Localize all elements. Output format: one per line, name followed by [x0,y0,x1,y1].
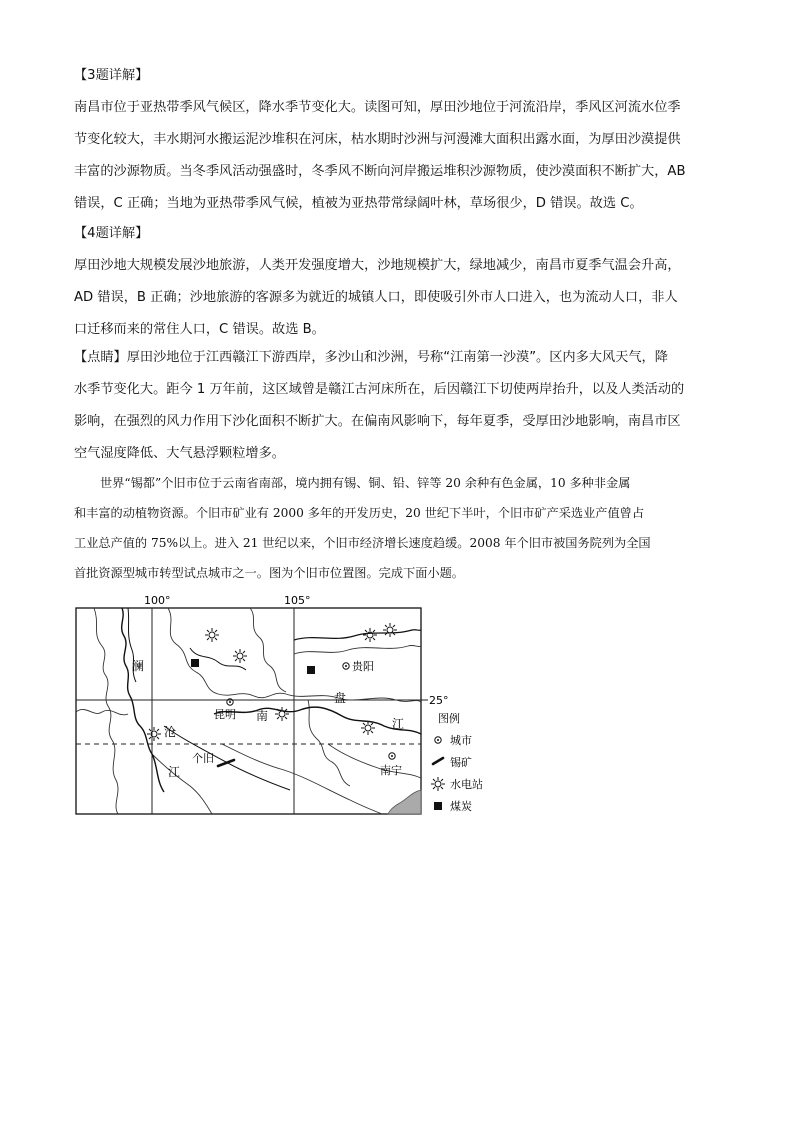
section4-line: AD 错误，B 正确；沙地旅游的客源多为就近的城镇人口，即使吸引外市人口进入，也为流动人口，非人 [74,290,678,305]
map-frame [76,608,421,814]
kunming-label: 昆明 [214,708,236,721]
guiyang-label: 贵阳 [352,660,374,673]
nanpan-label-3: 江 [392,717,405,731]
section4-line: 厚田沙地大规模发展沙地旅游，人类开发强度增大，沙地规模扩大，绿地减少，南昌市夏季气温会升高， [74,258,681,273]
lancang-label-1: 澜 [132,659,145,673]
coal-symbol [191,659,199,667]
legend-hydro-icon [431,777,445,791]
section3 [74,60,722,220]
section4 [74,218,722,346]
lon-105-label: 105° [284,594,311,607]
lat-25-label: 25° [429,694,449,707]
dianjing-line: 【点睛】厚田沙地位于江西赣江下游西岸，多沙山和沙洲，号称“江南第一沙漠”。区内多大风天气，降 [74,350,668,365]
lon-100-label: 100° [144,594,171,607]
map-legend [431,711,483,813]
section4-line: 口迁移而来的常住人口，C 错误。故选 B。 [74,322,325,337]
lancang-label-2: 沧 [164,725,177,739]
section3-line: 丰富的沙源物质。当冬季风活动强盛时，冬季风不断向河岸搬运堆积沙源物质，使沙漠面积不断扩大，AB [74,164,686,179]
legend-title: 图例 [438,712,460,725]
intro-line: 首批资源型城市转型试点城市之一。图为个旧市位置图。完成下面小题。 [74,566,464,580]
nanpan-label-1: 南 [256,709,269,723]
nanning-label: 南宁 [380,764,402,777]
legend-tin-symbol [433,758,443,764]
question-intro [74,468,722,588]
section3-line: 节变化较大，丰水期河水搬运泥沙堆积在河床，枯水期时沙洲与河漫滩大面积出露水面，为厚田沙漠提供 [74,132,681,147]
intro-line: 世界“锡都”个旧市位于云南省南部，境内拥有锡、铜、铅、锌等 20 余种有色金属，10 多种非金属 [100,476,631,490]
intro-line: 和丰富的动植物资源。个旧市矿业有 2000 多年的开发历史，20 世纪下半叶，个旧市矿产采选业产值曾占 [74,506,645,520]
gejiu-location-map [72,594,502,822]
section3-line: 错误，C 正确；当地为亚热带季风气候，植被为亚热带常绿阔叶林，草场很少，D 错误。故选 C。 [74,196,643,211]
nanpan-label-2: 盘 [334,691,347,705]
section3-heading: 【3题详解】 [74,68,149,83]
dianjing-line: 水季节变化大。距今 1 万年前，这区域曾是赣江古河床所在，后因赣江下切使两岸抬升，以及人类活动的 [74,382,685,397]
dianjing-line: 空气湿度降低、大气悬浮颗粒增多。 [74,446,285,461]
legend-hydro-label: 水电站 [450,778,483,791]
intro-line: 工业总产值的 75%以上。进入 21 世纪以来，个旧市经济增长速度趋缓。2008 年个旧市被国务院列为全国 [74,536,651,550]
section3-line: 南昌市位于亚热带季风气候区，降水季节变化大。读图可知，厚田沙地位于河流沿岸，季风区河流水位季 [74,100,681,115]
section4-heading: 【4题详解】 [74,226,149,241]
lancang-label-3: 江 [168,765,181,779]
coal-symbol [307,666,315,674]
legend-city-label: 城市 [450,734,472,747]
dianjing [74,342,722,470]
legend-tin-label: 锡矿 [450,756,472,769]
legend-coal-symbol [434,802,442,810]
legend-coal-label: 煤炭 [450,800,472,813]
dianjing-line: 影响，在强烈的风力作用下沙化面积不断扩大。在偏南风影响下，每年夏季，受厚田沙地影响，南昌市区 [74,414,681,429]
gejiu-label: 个旧 [192,752,214,765]
